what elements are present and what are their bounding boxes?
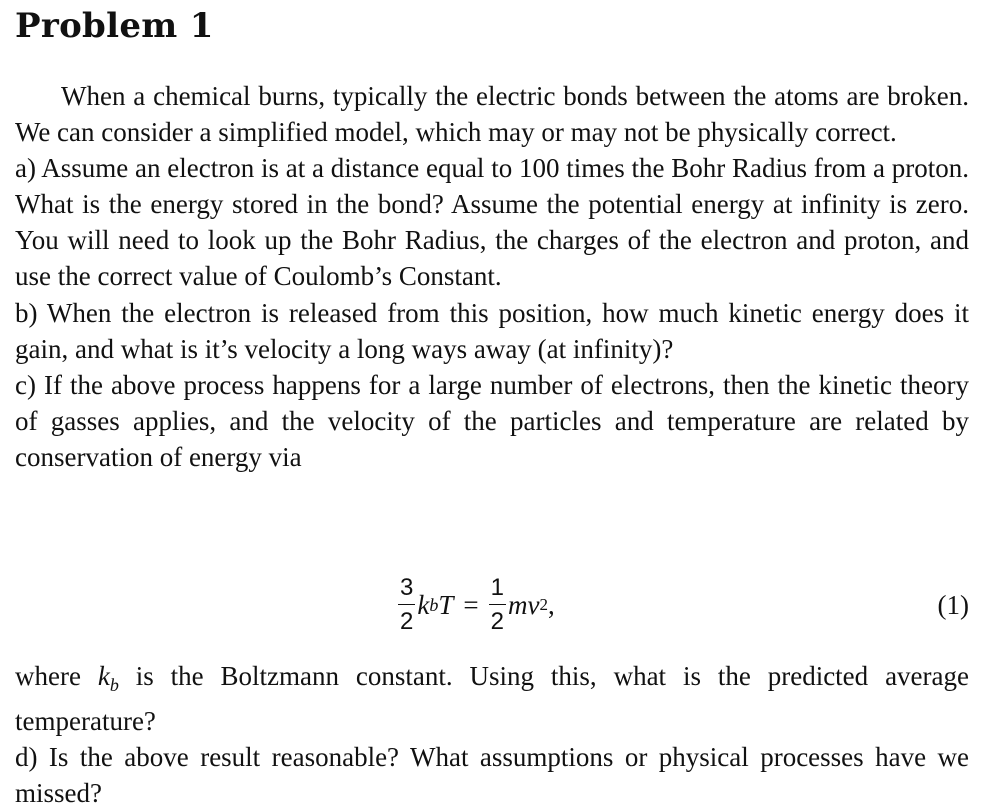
fraction-bar — [489, 604, 506, 606]
fraction-denominator: 2 — [490, 608, 504, 636]
boltzmann-symbol: k — [417, 589, 430, 620]
problem-title: Problem 1 — [15, 6, 214, 46]
intro-paragraph: When a chemical burns, typically the electric bonds between the atoms are broken. We can consider a simplified model, which may or may not be physically correct. — [15, 81, 969, 148]
where-suffix: is the Boltzmann constant. Using this, what is the predicted average temperature? — [15, 661, 969, 737]
fraction-numerator: 1 — [490, 573, 504, 601]
fraction-one-half — [489, 575, 506, 636]
part-a-text: a) Assume an electron is at a distance equal to 100 times the Bohr Radius from a proton. What is the energy stored in the bond? Assume the potential energy at infinity is zero. You will need to look up the Bohr Radius, the charges of the electron and proton, and use the correct value of Coulomb’s Constant. — [15, 153, 969, 292]
fraction-numerator: 3 — [400, 573, 414, 601]
mass-velocity-symbols: mv — [507, 589, 540, 620]
equation — [398, 568, 555, 642]
fraction-three-halves — [398, 575, 415, 636]
where-prefix: where — [15, 661, 98, 691]
after-equation-text — [15, 658, 969, 811]
where-boltzmann-subscript: b — [109, 675, 119, 695]
equation-block — [15, 568, 969, 642]
fraction-denominator: 2 — [400, 608, 414, 636]
where-boltzmann-symbol: k — [97, 661, 110, 691]
velocity-exponent: 2 — [539, 595, 548, 614]
equals-sign: = — [463, 589, 479, 620]
equation-number: (1) — [937, 589, 969, 620]
problem-body — [15, 78, 969, 475]
temperature-symbol: T — [438, 589, 454, 620]
fraction-bar — [398, 604, 415, 606]
equation-comma: , — [547, 589, 555, 620]
part-b-text: b) When the electron is released from this position, how much kinetic energy does it gain, and what is it’s velocity a long ways away (at infinity)? — [15, 297, 969, 364]
part-c-text: c) If the above process happens for a large number of electrons, then the kinetic theory of gasses applies, and the velocity of the particles and temperature are related by conservation of energy via — [15, 369, 969, 472]
where-paragraph — [15, 658, 969, 739]
part-d-text: d) Is the above result reasonable? What assumptions or physical processes have we missed? — [15, 742, 969, 809]
boltzmann-subscript: b — [429, 594, 439, 615]
